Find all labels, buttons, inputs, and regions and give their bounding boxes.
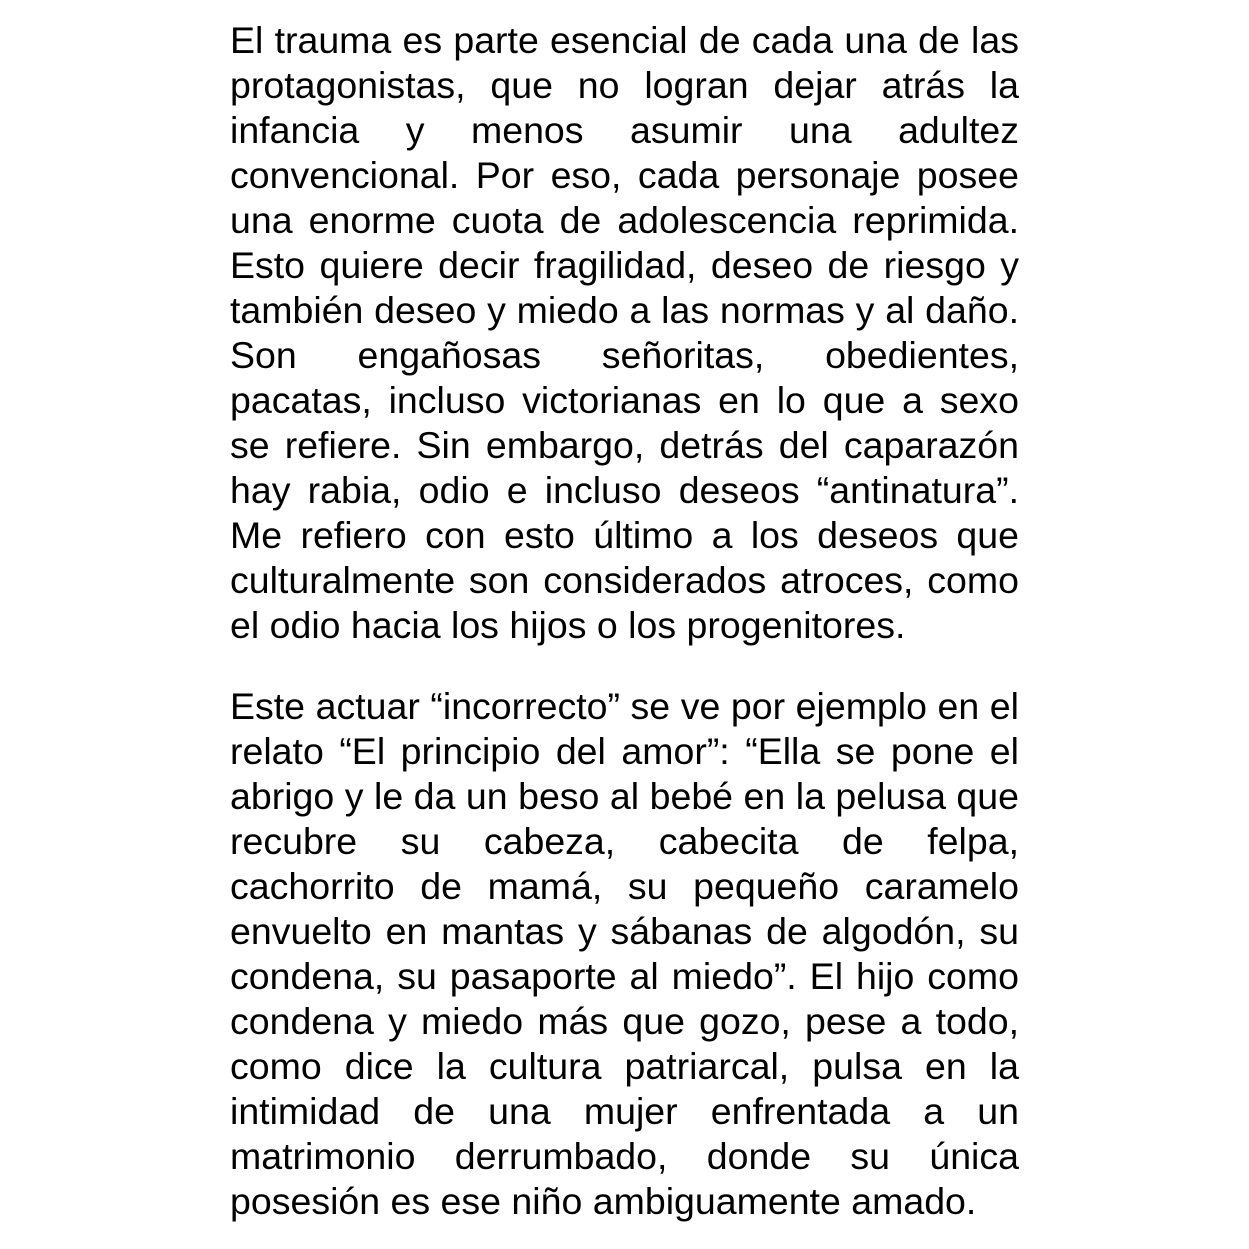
paragraph-actuar-incorrecto: Este actuar “incorrecto” se ve por ejemplo en el relato “El principio del amor”: “Ella se pone el abrigo y le da un beso al bebé en la pelusa que recubre su cabeza, cabecita de felpa, cachorrito de mamá, su pequeño caramelo envuelto en mantas y sábanas de algodón, su condena, su pasaporte al miedo”. El hijo como condena y miedo más que gozo, pese a todo, como dice la cultura patriarcal, pulsa en la intimidad de una mujer enfrentada a un matrimonio derrumbado, donde su única posesión es ese niño ambiguamente amado. [230,685,1019,1222]
article-text-block [230,18,1019,1224]
paragraph-trauma: El trauma es parte esencial de cada una de las protagonistas, que no logran dejar atrás la infancia y menos asumir una adultez convencional. Por eso, cada personaje posee una enorme cuota de adolescencia reprimida. Esto quiere decir fragilidad, deseo de riesgo y también deseo y miedo a las normas y al daño. Son engañosas señoritas, obedientes, pacatas, incluso victorianas en lo que a sexo se refiere. Sin embargo, detrás del caparazón hay rabia, odio e incluso deseos “antinatura”. Me refiero con esto último a los deseos que culturalmente son considerados atroces, como el odio hacia los hijos o los progenitores. [230,19,1019,646]
